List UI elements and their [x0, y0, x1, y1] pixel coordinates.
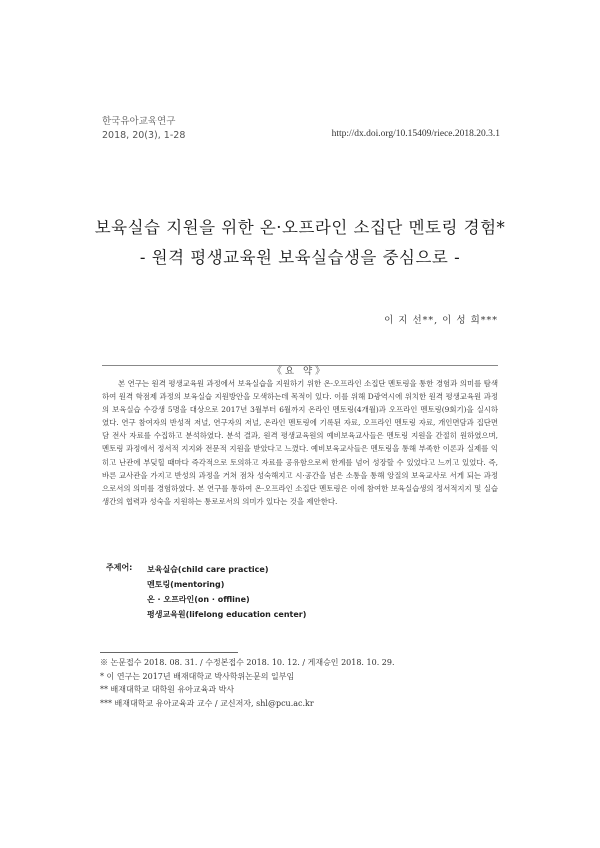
footnote-divider	[100, 652, 238, 653]
footnote-author-2: *** 배재대학교 유아교육과 교수 / 교신저자, shl@pcu.ac.kr	[100, 698, 314, 708]
journal-name: 한국유아교육연구	[102, 116, 176, 127]
keywords-list	[147, 562, 306, 622]
footnote-thesis: * 이 연구는 2017년 배재대학교 박사학위논문의 일부임	[100, 671, 295, 681]
footnote-author-1: ** 배재대학교 대학원 유아교육과 박사	[100, 685, 235, 694]
footnotes	[100, 656, 395, 710]
abstract-heading-wrap	[0, 359, 600, 378]
keyword-item: 보육실습(child care practice)	[147, 565, 269, 574]
abstract-heading: 《요 약》	[262, 366, 337, 377]
journal-header	[102, 115, 185, 143]
author-line: 이 지 선**, 이 성 희***	[384, 315, 498, 326]
paper-title: 보육실습 지원을 위한 온·오프라인 소집단 멘토링 경험*	[94, 218, 506, 237]
keyword-item: 멘토링(mentoring)	[147, 580, 225, 589]
keywords-label: 주제어:	[106, 563, 133, 572]
paper-subtitle: - 원격 평생교육원 보육실습생을 중심으로 -	[139, 248, 461, 267]
footnote-received: ※ 논문접수 2018. 08. 31. / 수정본접수 2018. 10. 12. / 게재승인 2018. 10. 29.	[100, 658, 395, 667]
journal-citation: 2018, 20(3), 1-28	[102, 130, 186, 141]
keyword-item: 온 · 오프라인(on · offline)	[147, 595, 250, 604]
keyword-item: 평생교육원(lifelong education center)	[147, 610, 307, 619]
doi-link[interactable]: http://dx.doi.org/10.15409/riece.2018.20.3.1	[331, 129, 500, 139]
abstract-body: 본 연구는 원격 평생교육원 과정에서 보육실습을 지원하기 위한 온·오프라인 소집단 멘토링을 통한 경험과 의미를 탐색하여 원격 학점제 과정의 보육실습 지원방안을 모색하는데 목적이 있다. 이를 위해 D광역시에 위치한 원격 평생교육원 과정의 보육실습 수강생 5명을 대상으로 2017년 3월부터 6월까지 온라인 멘토링(4개월)과 오프라인 멘토링(9회기)을 실시하였다. 연구 참여자의 반성적 저널, 연구자의 저널, 온라인 멘토링에 기록된 자료, 오프라인 멘토링 자료, 개인면담과 집단면담 전사 자료를 수집하고 분석하였다. 분석 결과, 원격 평생교육원의 예비보육교사들은 멘토링 지원을 간절히 원하였으며, 멘토링 과정에서 정서적 지지와 전문적 지원을 받았다고 느꼈다. 예비보육교사들은 멘토링을 통해 부족한 이론과 실제를 익히고 난관에 부딪힐 때마다 즉각적으로 토의하고 자료를 공유함으로써 한계를 넘어 성장할 수 있었다고 느끼고 있었다. 즉, 바른 교사관을 가지고 반성의 과정을 거쳐 점차 성숙해지고 시·공간을 넘은 소통을 통해 앙질의 보육교사로 서게 되는 과정으로서의 의미를 경험하였다. 본 연구를 통하여 온·오프라인 소집단 멘토링은 이에 참여한 보육실습생의 정서적지지 및 실습생간의 협력과 성숙을 지원하는 통로로서의 의미가 있다는 것을 제안한다.	[102, 379, 498, 506]
